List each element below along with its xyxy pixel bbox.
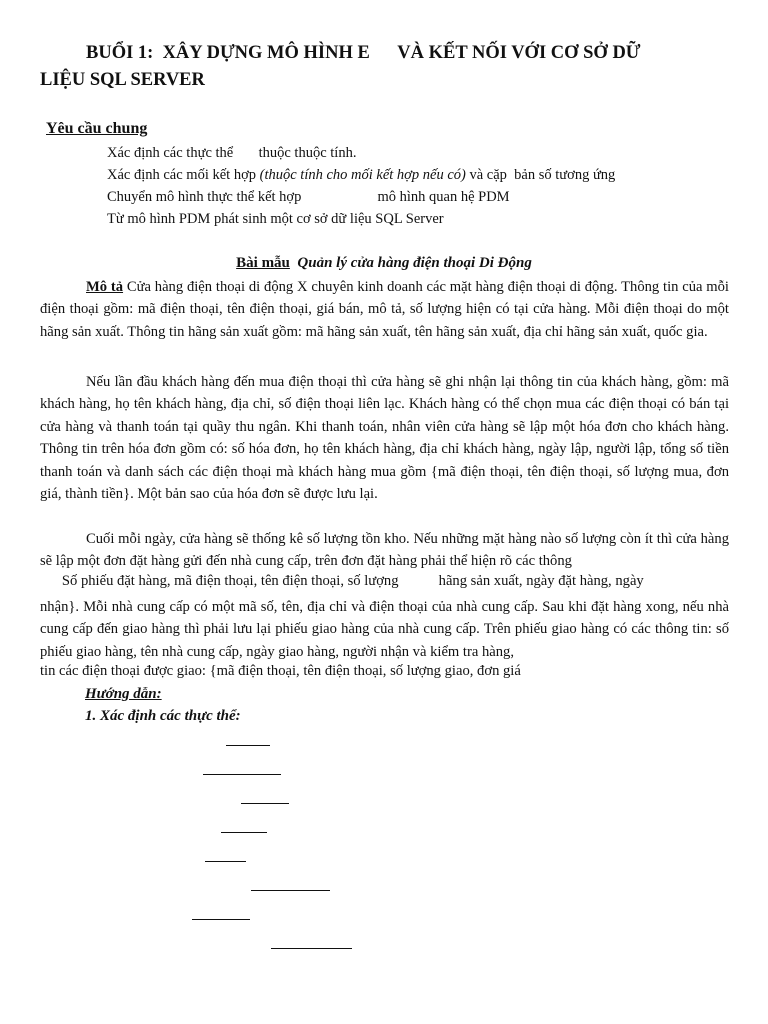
description-paragraph-3-last: tin các điện thoại được giao: {mã điện thoại, tên điện thoại, số lượng giao, đơn giá xyxy=(40,663,521,679)
requirement-item-2-text: Xác định các mối kết hợp xyxy=(107,167,260,183)
requirement-item-1: Xác định các thực thể thuộc thuộc tính. xyxy=(107,145,357,161)
description-p1-text: Cửa hàng điện thoại di động X chuyên kinh doanh các mặt hàng điện thoại di động. Thông tin của mỗi điện thoại gồm: mã điện thoại, tên điện thoại, giá bán, mô tả, số lượng hiện có tại cửa hàng. Mỗi điện thoại do một hãng sản xuất. Thông tin hãng sản xuất gồm: mã hãng sản xuất, tên hãng sản xuất, địa chỉ hãng sản xuất, quốc gia. xyxy=(40,279,729,340)
description-paragraph-3-line: Số phiếu đặt hàng, mã điện thoại, tên điện thoại, số lượng hãng sản xuất, ngày đặt hàng, ngày xyxy=(40,573,644,589)
sample-label: Bài mẫu xyxy=(236,255,290,271)
sample-subtitle: Quản lý cửa hàng điện thoại Di Động xyxy=(297,255,532,271)
requirement-item-2 xyxy=(107,167,615,184)
title-line-2: LIỆU SQL SERVER xyxy=(40,70,205,90)
description-lead: Mô tả xyxy=(86,279,124,295)
sample-heading xyxy=(0,255,768,272)
entity-blank-line xyxy=(203,774,281,775)
entity-blank-line xyxy=(241,803,289,804)
guide-heading: Hướng dẫn: xyxy=(85,686,162,702)
description-paragraph-3-rest: nhận}. Mỗi nhà cung cấp có một mã số, tên, địa chỉ và điện thoại của nhà cung cấp. Sau khi đặt hàng xong, nếu nhà cung cấp đến giao hàng thì phải lưu lại phiếu giao hàng của nhà cung cấp. Trên phiếu giao hàng có các thông tin: số phiếu giao hàng, tên nhà cung cấp, ngày giao hàng, người nhận và kiểm tra hàng, xyxy=(40,599,729,660)
entity-blank-line xyxy=(221,832,267,833)
requirement-item-2-tail: và cặp bản số tương ứng xyxy=(465,167,616,183)
requirements-heading: Yêu cầu chung xyxy=(46,120,148,137)
description-paragraph-3: Cuối mỗi ngày, cửa hàng sẽ thống kê số lượng tồn kho. Nếu những mặt hàng nào số lượng còn ít thì cửa hàng sẽ lập một đơn đặt hàng gửi đến nhà cung cấp, trên đơn đặt hàng phải thể hiện rõ các thông xyxy=(40,531,729,570)
requirement-item-3: Chuyển mô hình thực thể kết hợp mô hình quan hệ PDM xyxy=(107,189,510,205)
entity-blank-line xyxy=(271,948,352,949)
guide-step-1: 1. Xác định các thực thể: xyxy=(85,708,241,724)
requirement-item-2-italic: (thuộc tính cho mối kết hợp nếu có) xyxy=(259,167,466,183)
requirement-item-4: Từ mô hình PDM phát sinh một cơ sở dữ liệu SQL Server xyxy=(107,211,444,227)
entity-blank-line xyxy=(205,861,246,862)
entity-blank-line xyxy=(192,919,250,920)
entity-blank-line xyxy=(226,745,270,746)
page-title xyxy=(40,40,740,94)
entity-blank-line xyxy=(251,890,330,891)
title-line-1: BUỔI 1: XÂY DỰNG MÔ HÌNH E VÀ KẾT NỐI VỚI CƠ SỞ DỮ xyxy=(86,43,641,63)
description-paragraph-1 xyxy=(40,276,729,343)
description-paragraph-2: Nếu lần đầu khách hàng đến mua điện thoại thì cửa hàng sẽ ghi nhận lại thông tin của khách hàng, gồm: mã khách hàng, họ tên khách hàng, địa chỉ, số điện thoại liên lạc. Khách hàng có thể chọn mua các điện thoại có bán tại cửa hàng và thanh toán tại quầy thu ngân. Khi thanh toán, nhân viên cửa hàng sẽ lập một hóa đơn cho khách hàng. Thông tin trên hóa đơn gồm có: số hóa đơn, họ tên khách hàng, địa chỉ khách hàng, ngày lập, người lập, tổng số tiền thanh toán và danh sách các điện thoại mà khách hàng mua gồm {mã điện thoại, tên điện thoại, số lượng mua, đơn giá, thành tiền}. Một bản sao của hóa đơn sẽ được lưu lại. xyxy=(40,374,729,503)
